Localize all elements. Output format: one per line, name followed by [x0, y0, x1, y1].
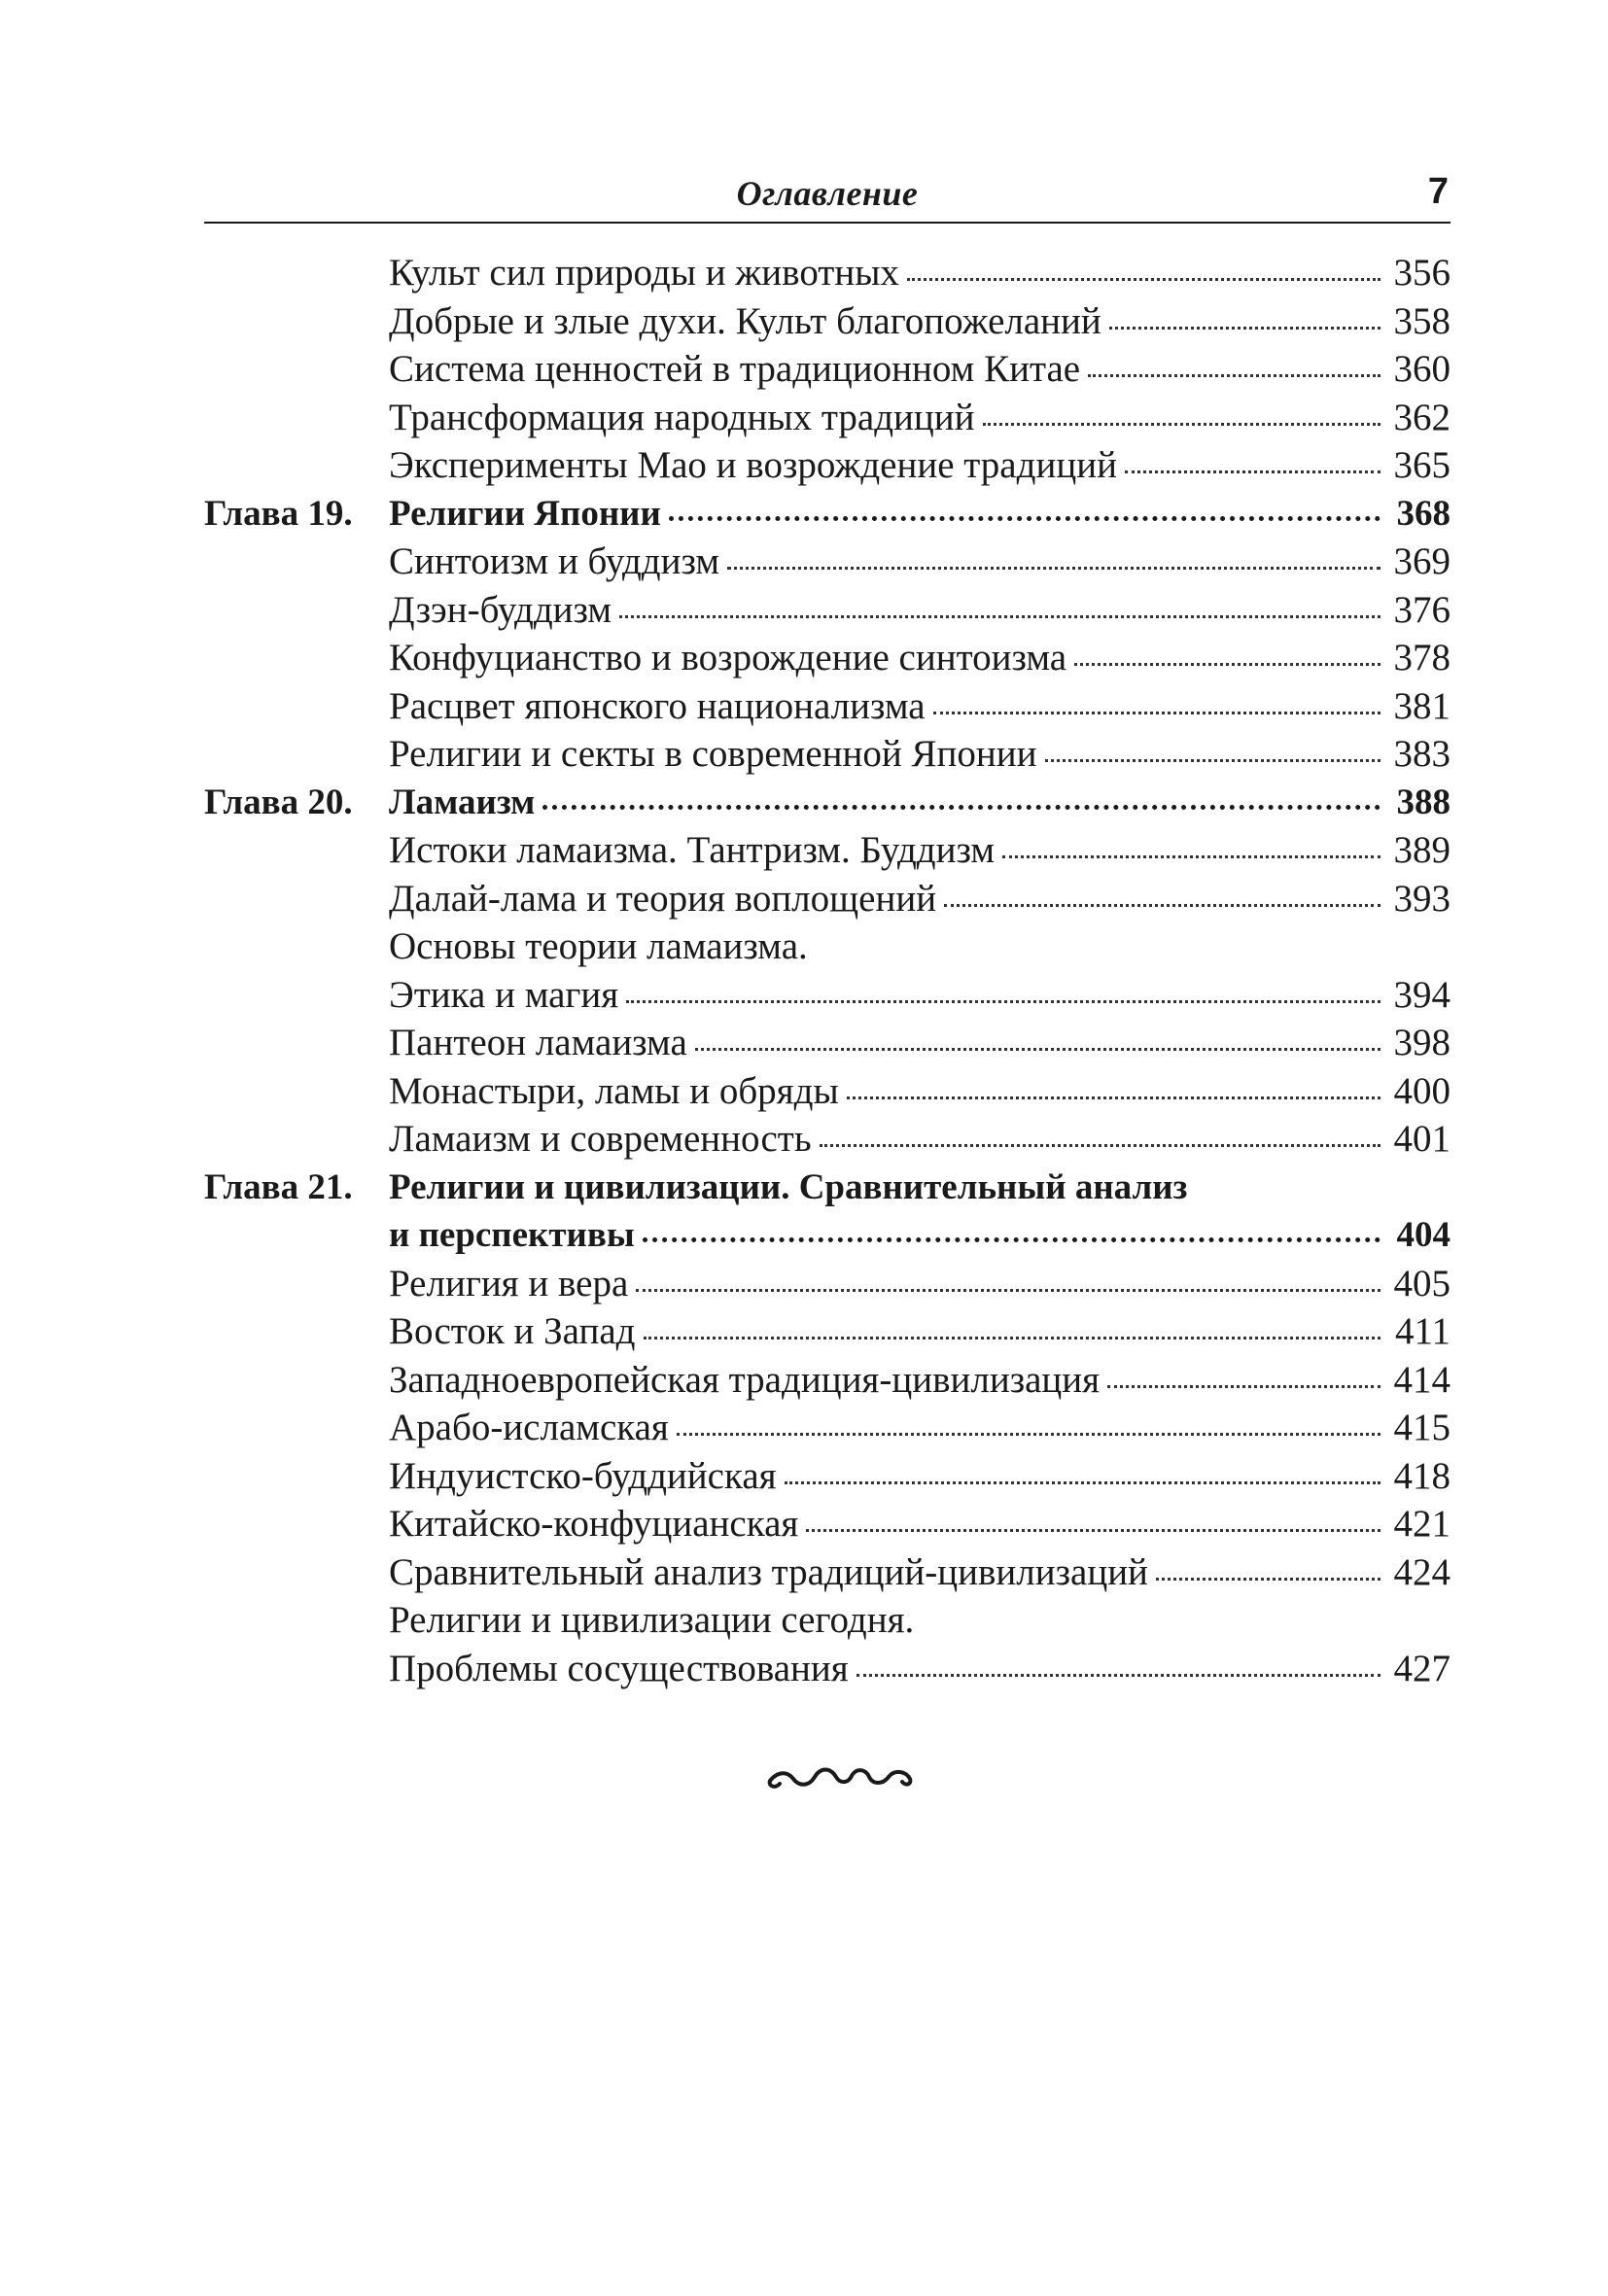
toc-dot-leader	[1074, 663, 1381, 666]
toc-dot-leader	[1156, 1578, 1381, 1581]
toc-section-row	[204, 394, 1451, 442]
toc-page-number: 394	[1393, 973, 1451, 1016]
toc-dot-leader	[820, 1144, 1381, 1147]
toc-dot-leader	[695, 1048, 1381, 1051]
toc-chapter-row	[204, 1211, 1451, 1260]
toc-section-row	[204, 441, 1451, 490]
toc-entry-title: Проблемы сосуществования	[389, 1647, 849, 1689]
toc-dot-leader	[856, 1674, 1381, 1677]
toc-entry-title: Добрые и злые духи. Культ благопожеланий	[389, 299, 1101, 342]
toc-page-number: 411	[1394, 1310, 1451, 1352]
toc-chapter-label: Глава 19.	[204, 493, 353, 534]
toc-dot-leader	[644, 1337, 1381, 1339]
toc-dot-leader	[847, 1096, 1381, 1099]
toc-page-number: 418	[1393, 1454, 1451, 1497]
toc-entry-title: Расцвет японского национализма	[389, 684, 926, 727]
running-head	[204, 163, 1451, 224]
toc-entry-title: Истоки ламаизма. Тантризм. Буддизм	[389, 829, 996, 871]
toc-dot-leader	[626, 1000, 1381, 1003]
toc-section-row	[204, 1019, 1451, 1067]
toc-page-number: 378	[1393, 637, 1451, 678]
toc-section-row	[204, 1645, 1451, 1693]
toc-dot-leader	[677, 1433, 1381, 1436]
toc-section-row	[204, 1452, 1451, 1501]
toc-section-row	[204, 538, 1451, 586]
toc-entry-title: Дзэн-буддизм	[389, 588, 612, 631]
toc-section-row	[204, 1260, 1451, 1308]
toc-dot-leader	[542, 805, 1381, 810]
toc-page-number: 365	[1393, 444, 1451, 486]
toc-section-row	[204, 1067, 1451, 1116]
toc-page-number: 381	[1393, 684, 1451, 727]
toc-dot-leader	[1107, 1385, 1381, 1388]
toc-dot-leader	[727, 567, 1381, 570]
toc-dot-leader	[1125, 470, 1381, 473]
toc-chapter-label: Глава 21.	[204, 1166, 353, 1207]
running-title: Оглавление	[736, 174, 919, 213]
toc-page-number: 356	[1393, 252, 1451, 294]
toc-entry-title: Китайско-конфуцианская	[389, 1503, 799, 1545]
toc-dot-leader	[669, 516, 1381, 521]
toc-section-row	[204, 249, 1451, 297]
toc-dot-leader	[1002, 855, 1381, 858]
toc-section-row	[204, 730, 1451, 779]
toc-section-row	[204, 634, 1451, 682]
toc-section-row	[204, 922, 1451, 971]
toc-dot-leader	[944, 904, 1381, 907]
toc-chapter-row	[204, 779, 1451, 827]
toc-dot-leader	[636, 1289, 1381, 1292]
toc-entry-title: Восток и Запад	[389, 1310, 636, 1352]
toc-section-row	[204, 1404, 1451, 1452]
toc-entry-title: Система ценностей в традиционном Китае	[389, 348, 1081, 390]
toc-page-number: 369	[1393, 540, 1451, 582]
toc-entry-title: Конфуцианство и возрождение синтоизма	[389, 637, 1067, 678]
toc-section-row	[204, 1548, 1451, 1597]
toc-entry-title: Индуистско-буддийская	[389, 1454, 777, 1497]
toc-entry-title: и перспективы	[389, 1215, 635, 1255]
toc-dot-leader	[785, 1481, 1381, 1484]
toc-page-number: 393	[1393, 877, 1451, 920]
toc-section-row	[204, 1500, 1451, 1548]
toc-section-row	[204, 682, 1451, 731]
toc-entry-title: Этика и магия	[389, 973, 619, 1016]
toc-page-number: 405	[1393, 1262, 1451, 1305]
toc-page-number: 389	[1393, 829, 1451, 871]
page-number: 7	[1427, 171, 1449, 212]
toc-entry-title: Ламаизм и современность	[389, 1118, 812, 1160]
toc-dot-leader	[907, 278, 1381, 281]
toc-page-number: 424	[1393, 1550, 1451, 1593]
toc-section-row	[204, 875, 1451, 923]
toc-dot-leader	[643, 1237, 1381, 1242]
toc-section-row	[204, 586, 1451, 635]
toc-entry-title: Сравнительный анализ традиций-цивилизаций	[389, 1550, 1148, 1593]
toc-entry-title: Ламаизм	[389, 782, 536, 822]
toc-page-number: 404	[1396, 1215, 1451, 1255]
toc-dot-leader	[1045, 759, 1381, 762]
toc-dot-leader	[1088, 374, 1381, 377]
toc-page-number: 415	[1393, 1407, 1451, 1448]
toc-entry-title: Религии и цивилизации сегодня.	[389, 1599, 915, 1641]
book-page	[204, 0, 1451, 2296]
toc-section-row	[204, 1356, 1451, 1405]
toc-section-row	[204, 1115, 1451, 1164]
swirl-ornament-icon	[764, 1757, 920, 1796]
toc-entry-title: Монастыри, ламы и обряды	[389, 1069, 839, 1112]
toc-page-number: 400	[1393, 1069, 1451, 1112]
toc-page-number: 383	[1393, 733, 1451, 775]
toc-entry-title: Синтоизм и буддизм	[389, 540, 720, 582]
toc-entry-title: Культ сил природы и животных	[389, 252, 899, 294]
toc-page-number: 362	[1393, 396, 1451, 438]
toc-entry-title: Религия и вера	[389, 1262, 629, 1305]
toc-dot-leader	[933, 712, 1381, 714]
toc-dot-leader	[806, 1529, 1381, 1532]
toc-chapter-row	[204, 490, 1451, 539]
toc-page-number: 427	[1393, 1647, 1451, 1689]
toc-page-number: 414	[1393, 1358, 1451, 1401]
toc-page-number: 358	[1393, 299, 1451, 342]
toc-entry-title: Западноевропейская традиция-цивилизация	[389, 1358, 1101, 1401]
toc-dot-leader	[1109, 327, 1381, 330]
toc-entry-title: Эксперименты Мао и возрождение традиций	[389, 444, 1117, 486]
toc-section-row	[204, 1307, 1451, 1356]
toc-page-number: 421	[1393, 1503, 1451, 1545]
toc-section-row	[204, 826, 1451, 875]
toc-entry-title: Далай-лама и теория воплощений	[389, 877, 937, 920]
toc-dot-leader	[619, 615, 1381, 618]
toc-entry-title: Пантеон ламаизма	[389, 1022, 687, 1063]
table-of-contents	[204, 249, 1451, 1692]
toc-chapter-label: Глава 20.	[204, 782, 353, 822]
toc-page-number: 368	[1396, 493, 1451, 534]
toc-section-row	[204, 345, 1451, 394]
toc-chapter-row	[204, 1164, 1451, 1212]
toc-page-number: 388	[1396, 782, 1451, 822]
toc-page-number: 376	[1393, 588, 1451, 631]
toc-entry-title: Основы теории ламаизма.	[389, 925, 808, 967]
toc-page-number: 398	[1393, 1022, 1451, 1063]
toc-entry-title: Арабо-исламская	[389, 1407, 669, 1448]
toc-page-number: 360	[1393, 348, 1451, 390]
toc-entry-title: Религии и секты в современной Японии	[389, 733, 1037, 775]
toc-entry-title: Религии и цивилизации. Сравнительный анализ	[389, 1166, 1188, 1207]
toc-section-row	[204, 971, 1451, 1020]
toc-section-row	[204, 1596, 1451, 1645]
toc-entry-title: Религии Японии	[389, 493, 661, 534]
toc-entry-title: Трансформация народных традиций	[389, 396, 975, 438]
toc-section-row	[204, 297, 1451, 346]
toc-dot-leader	[983, 423, 1381, 426]
toc-page-number: 401	[1393, 1118, 1451, 1160]
